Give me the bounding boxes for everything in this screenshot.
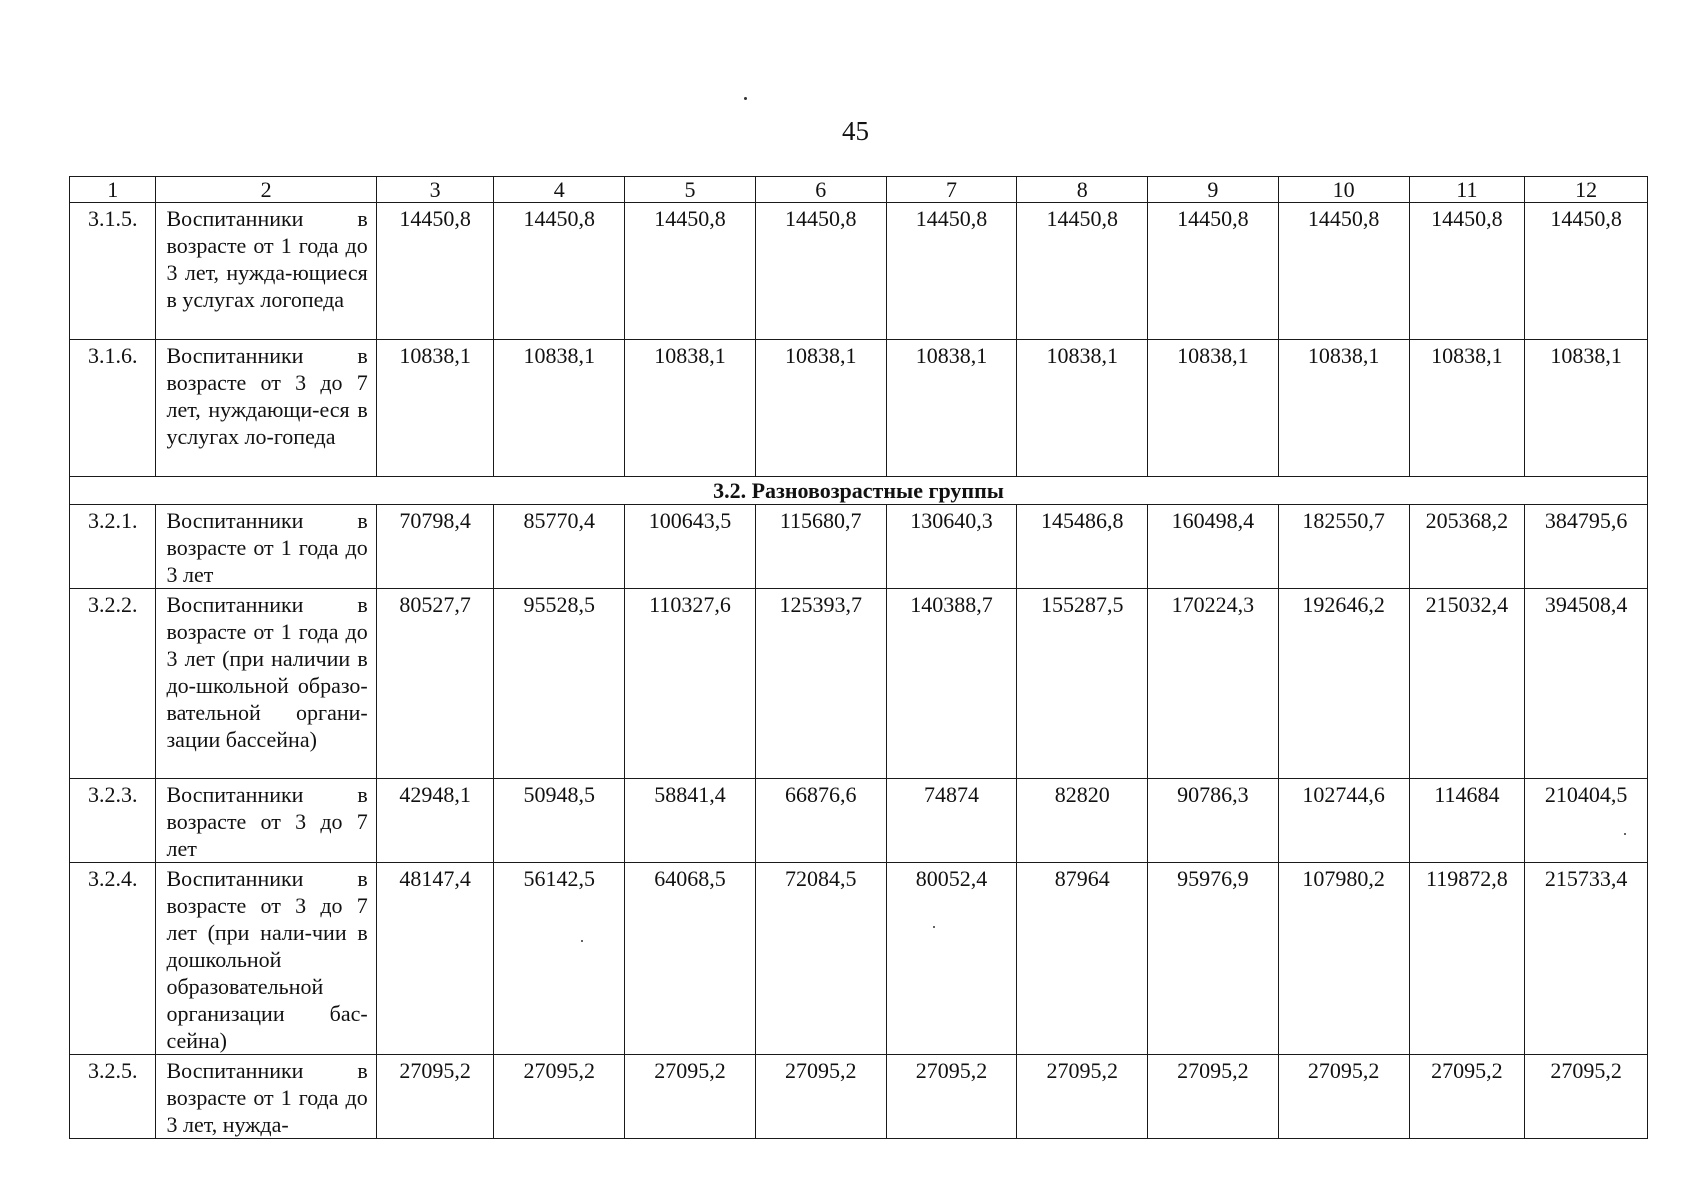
value-cell: 95528,5 [494,589,625,779]
value-cell: 14450,8 [755,203,886,340]
column-number: 10 [1278,177,1409,203]
value-cell: 192646,2 [1278,589,1409,779]
value-cell: 14450,8 [625,203,756,340]
row-code: 3.2.1. [70,505,156,589]
table-row [70,1055,1648,1139]
value-cell: 70798,4 [376,505,494,589]
value-cell: 14450,8 [1017,203,1148,340]
value-cell: 72084,5 [755,863,886,1055]
value-cell: 215733,4 [1525,863,1648,1055]
value-cell: 102744,6 [1278,779,1409,863]
value-cell: 140388,7 [886,589,1017,779]
value-cell: 10838,1 [1525,340,1648,477]
column-number: 1 [70,177,156,203]
value-cell: 85770,4 [494,505,625,589]
value-cell: 27095,2 [1278,1055,1409,1139]
section-row [70,477,1648,505]
row-description: Воспитанники в возрасте от 1 года до 3 лет, нужда- [156,1055,376,1139]
value-cell: 114684 [1409,779,1525,863]
column-number: 7 [886,177,1017,203]
table-row [70,203,1648,340]
value-cell: 27095,2 [494,1055,625,1139]
value-cell: 58841,4 [625,779,756,863]
value-cell: 14450,8 [1409,203,1525,340]
value-cell: 210404,5 [1525,779,1648,863]
column-number: 3 [376,177,494,203]
value-cell: 10838,1 [625,340,756,477]
row-description: Воспитанники в возрасте от 1 года до 3 лет, нужда-ющиеся в услугах логопеда [156,203,376,340]
table-row [70,340,1648,477]
value-cell: 66876,6 [755,779,886,863]
value-cell: 14450,8 [1148,203,1279,340]
column-number: 9 [1148,177,1279,203]
value-cell: 10838,1 [886,340,1017,477]
value-cell: 95976,9 [1148,863,1279,1055]
value-cell: 48147,4 [376,863,494,1055]
table-row [70,505,1648,589]
value-cell: 170224,3 [1148,589,1279,779]
table-row [70,779,1648,863]
column-number: 4 [494,177,625,203]
value-cell: 90786,3 [1148,779,1279,863]
value-cell: 110327,6 [625,589,756,779]
row-description: Воспитанники в возрасте от 3 до 7 лет [156,779,376,863]
value-cell: 87964 [1017,863,1148,1055]
value-cell: 10838,1 [1148,340,1279,477]
value-cell: 27095,2 [1148,1055,1279,1139]
column-number: 12 [1525,177,1648,203]
tariff-table [69,176,1648,1139]
value-cell: 215032,4 [1409,589,1525,779]
row-code: 3.1.6. [70,340,156,477]
value-cell: 27095,2 [1525,1055,1648,1139]
section-title: 3.2. Разновозрастные группы [70,477,1648,505]
column-number: 8 [1017,177,1148,203]
value-cell: 27095,2 [1017,1055,1148,1139]
table-row [70,589,1648,779]
value-cell: 394508,4 [1525,589,1648,779]
value-cell: 182550,7 [1278,505,1409,589]
column-number-row [70,177,1648,203]
row-code: 3.2.4. [70,863,156,1055]
page-number: 45 [842,116,869,146]
value-cell: 145486,8 [1017,505,1148,589]
value-cell: 14450,8 [494,203,625,340]
value-cell: 10838,1 [376,340,494,477]
column-number: 2 [156,177,376,203]
row-description: Воспитанники в возрасте от 3 до 7 лет (при нали-чии в дошкольной образовательной организации бас-сейна) [156,863,376,1055]
value-cell: 107980,2 [1278,863,1409,1055]
row-code: 3.2.2. [70,589,156,779]
value-cell: 80052,4 [886,863,1017,1055]
value-cell: 100643,5 [625,505,756,589]
column-number: 5 [625,177,756,203]
row-code: 3.2.5. [70,1055,156,1139]
value-cell: 14450,8 [1525,203,1648,340]
value-cell: 119872,8 [1409,863,1525,1055]
value-cell: 10838,1 [1278,340,1409,477]
value-cell: 42948,1 [376,779,494,863]
value-cell: 130640,3 [886,505,1017,589]
value-cell: 14450,8 [376,203,494,340]
scan-speck [744,97,747,100]
row-description: Воспитанники в возрасте от 3 до 7 лет, нуждающи-еся в услугах ло-гопеда [156,340,376,477]
value-cell: 74874 [886,779,1017,863]
value-cell: 160498,4 [1148,505,1279,589]
row-description: Воспитанники в возрасте от 1 года до 3 лет [156,505,376,589]
value-cell: 64068,5 [625,863,756,1055]
value-cell: 82820 [1017,779,1148,863]
table-row [70,863,1648,1055]
row-description: Воспитанники в возрасте от 1 года до 3 лет (при наличии в до-школьной образо-вательной органи-зации бассейна) [156,589,376,779]
value-cell: 155287,5 [1017,589,1148,779]
value-cell: 27095,2 [376,1055,494,1139]
row-code: 3.1.5. [70,203,156,340]
value-cell: 125393,7 [755,589,886,779]
value-cell: 10838,1 [1409,340,1525,477]
value-cell: 14450,8 [1278,203,1409,340]
value-cell: 80527,7 [376,589,494,779]
value-cell: 10838,1 [494,340,625,477]
value-cell: 27095,2 [625,1055,756,1139]
value-cell: 50948,5 [494,779,625,863]
value-cell: 384795,6 [1525,505,1648,589]
value-cell: 10838,1 [1017,340,1148,477]
column-number: 11 [1409,177,1525,203]
value-cell: 27095,2 [755,1055,886,1139]
value-cell: 56142,5 [494,863,625,1055]
value-cell: 10838,1 [755,340,886,477]
value-cell: 14450,8 [886,203,1017,340]
column-number: 6 [755,177,886,203]
value-cell: 27095,2 [886,1055,1017,1139]
value-cell: 205368,2 [1409,505,1525,589]
value-cell: 115680,7 [755,505,886,589]
value-cell: 27095,2 [1409,1055,1525,1139]
row-code: 3.2.3. [70,779,156,863]
